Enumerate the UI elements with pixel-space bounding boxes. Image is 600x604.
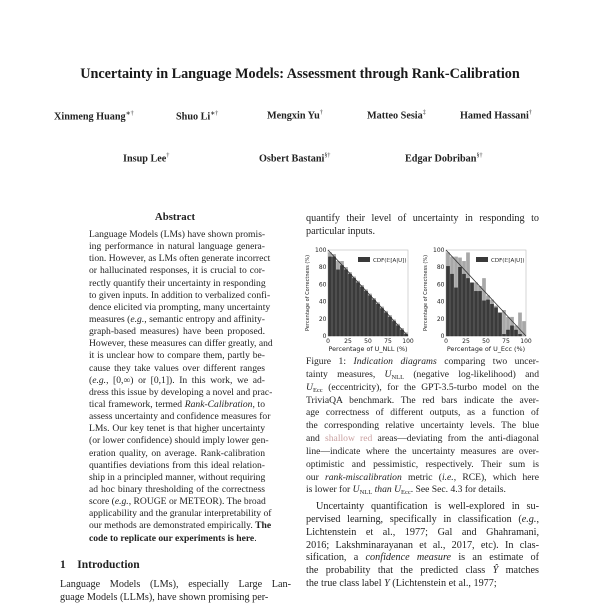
x-tick-label: 100 bbox=[520, 338, 532, 345]
author bbox=[460, 110, 532, 121]
text-line: tion. However, as LMs often generate incorrect bbox=[89, 253, 271, 265]
text-segment: e.g. bbox=[521, 513, 537, 525]
y-tick-label: 100 bbox=[433, 247, 445, 254]
bar-correctness bbox=[384, 313, 387, 336]
text-line: dence elicited via prompting, many uncertainty bbox=[89, 301, 271, 313]
bar-correctness bbox=[466, 278, 469, 336]
bar-correctness bbox=[486, 300, 489, 336]
bar-correctness bbox=[352, 278, 355, 336]
text-line: dress this issue by developing a novel and prac- bbox=[89, 386, 273, 398]
text-line: assess uncertainty and confidence measures for bbox=[89, 411, 271, 423]
text-segment: sification, a bbox=[306, 552, 366, 564]
text-line: line—indicate where the uncertainty measures are over- bbox=[306, 445, 539, 457]
x-axis-label: Percentage of U_NLL (%) bbox=[328, 345, 408, 353]
y-tick-label: 80 bbox=[318, 264, 327, 272]
text-line: ship in a principled manner, without requiring bbox=[89, 471, 266, 483]
x-tick-label: 50 bbox=[364, 338, 372, 345]
bar-correctness bbox=[470, 283, 473, 336]
text-line bbox=[306, 382, 539, 395]
legend-label: CDF(𝔼[A|U]) bbox=[491, 258, 525, 264]
text-segment: Y bbox=[384, 578, 390, 590]
bar-correctness bbox=[494, 308, 497, 336]
bar-correctness bbox=[446, 266, 449, 336]
text-segment: , [0,∞) or [0,1]). In this work, we ad- bbox=[106, 374, 265, 386]
text-line: TriviaQA benchmark. The red bars indicate the aver- bbox=[306, 394, 539, 406]
text-line: eration quality, on average. Rank-calibration bbox=[89, 447, 265, 459]
affiliation-mark: ‡ bbox=[422, 110, 426, 116]
author-name: Hamed Hassani bbox=[460, 110, 529, 122]
text-line bbox=[306, 433, 539, 446]
text-segment: Indication diagrams bbox=[353, 356, 437, 367]
author bbox=[123, 153, 169, 164]
bar-correctness bbox=[458, 267, 461, 336]
body-paragraph bbox=[306, 500, 539, 590]
bar-correctness bbox=[392, 321, 395, 336]
text-segment: the true class label bbox=[306, 578, 385, 590]
y-tick-label: 60 bbox=[318, 281, 327, 289]
text-segment: score ( bbox=[89, 496, 115, 508]
text-line: (or lower confidence) should imply lower gen- bbox=[89, 435, 269, 447]
text-segment: . bbox=[254, 532, 257, 544]
bar-correctness bbox=[506, 330, 509, 336]
text-segment: areas—deviating from the anti-diagonal bbox=[372, 433, 539, 445]
bar-correctness bbox=[510, 326, 513, 336]
affiliation-mark: ∗† bbox=[210, 111, 219, 117]
text-line bbox=[306, 356, 539, 369]
text-segment: rank-miscalibration bbox=[325, 471, 402, 483]
text-segment: (Lichtenstein et al., 1977; bbox=[389, 578, 497, 590]
author bbox=[367, 110, 426, 121]
text-segment: , RCE), which here bbox=[453, 471, 539, 483]
bar-correctness bbox=[454, 288, 457, 336]
text-line: Lichtenstein et al., 1977; Gal and Ghahramani, bbox=[306, 526, 539, 538]
text-segment: and bbox=[306, 433, 326, 445]
text-line: it is unclear how to compare them, partly be- bbox=[89, 350, 265, 362]
text-segment: e.g. bbox=[92, 374, 107, 386]
text-line: quantify their level of uncertainty in responding to bbox=[306, 213, 539, 224]
bar-correctness bbox=[360, 287, 363, 336]
text-segment: Ecc bbox=[312, 386, 323, 394]
text-line: guage Models (LLMs), have shown promising per- bbox=[60, 591, 269, 603]
bar-correctness bbox=[372, 300, 375, 336]
text-line: applicability and the granular interpretability of bbox=[89, 508, 272, 520]
author-name: Shuo Li bbox=[176, 111, 211, 123]
text-line: Language Models (LMs), especially Large Lan- bbox=[60, 579, 291, 590]
text-segment: our methods are demonstrated empirically. bbox=[89, 520, 256, 532]
indication-diagram-nll bbox=[305, 247, 414, 353]
x-tick-label: 0 bbox=[326, 338, 330, 345]
text-line bbox=[306, 472, 539, 485]
figure-caption bbox=[306, 356, 539, 497]
x-tick-label: 75 bbox=[502, 338, 510, 345]
y-axis-label: Percentage of Correctness (%) bbox=[423, 254, 429, 332]
author-name: Mengxin Yu bbox=[267, 110, 320, 122]
bar-correctness bbox=[490, 304, 493, 336]
text-segment: Ecc bbox=[401, 489, 411, 497]
legend-swatch bbox=[476, 257, 488, 262]
text-line bbox=[306, 577, 539, 590]
bar-correctness bbox=[388, 317, 391, 336]
text-line bbox=[306, 564, 539, 577]
bar-correctness bbox=[518, 334, 521, 336]
text-segment: , semantic entropy and affinity- bbox=[144, 313, 265, 325]
bar-correctness bbox=[328, 257, 331, 336]
bar-correctness bbox=[482, 301, 485, 336]
bar-reference bbox=[518, 313, 521, 336]
bar-correctness bbox=[356, 283, 359, 336]
text-segment: , bbox=[536, 513, 539, 525]
affiliation-mark: † bbox=[319, 110, 323, 116]
text-segment: measures ( bbox=[89, 313, 131, 325]
bar-correctness bbox=[502, 334, 505, 336]
text-segment: tical framework, termed bbox=[89, 398, 185, 410]
x-tick-label: 25 bbox=[344, 338, 352, 345]
author bbox=[405, 153, 482, 164]
text-line: optimistic and pessimistic, respectively. Their sum is bbox=[306, 458, 539, 470]
text-segment: Figure 1: bbox=[306, 356, 354, 367]
affiliation-mark: † bbox=[528, 110, 532, 116]
text-line: LMs. Our key tenet is that higher uncertainty bbox=[89, 423, 265, 435]
author-name: Xinmeng Huang bbox=[54, 111, 126, 123]
text-segment: , ROUGE or METEOR). The broad bbox=[128, 496, 266, 508]
x-tick-label: 25 bbox=[462, 338, 470, 345]
paper-title: Uncertainty in Language Models: Assessment through Rank-Calibration bbox=[80, 66, 520, 82]
text-line: However, these measures can differ greatly, and bbox=[89, 338, 273, 350]
text-segment: U bbox=[384, 368, 392, 380]
text-line: age correctness of different outputs, as a function of bbox=[306, 407, 539, 419]
author bbox=[259, 153, 330, 164]
author-name: Matteo Sesia bbox=[367, 110, 423, 122]
text-segment: e.g. bbox=[114, 496, 129, 508]
text-line: graph-based measures) have been proposed. bbox=[89, 326, 265, 338]
text-line: to given inputs. In addition to verbalized confi- bbox=[89, 289, 271, 301]
text-line bbox=[306, 369, 539, 382]
y-axis-label: Percentage of Correctness (%) bbox=[305, 254, 311, 332]
text-segment: NLL bbox=[359, 489, 373, 497]
text-segment: metric ( bbox=[401, 471, 442, 483]
bar-correctness bbox=[344, 270, 347, 336]
text-line bbox=[306, 484, 539, 497]
text-line: Language Models (LMs) have shown promis- bbox=[89, 229, 266, 240]
y-tick-label: 100 bbox=[315, 247, 327, 254]
bar-correctness bbox=[462, 274, 465, 336]
abstract-text bbox=[89, 229, 273, 545]
y-tick-label: 60 bbox=[436, 281, 445, 289]
text-segment: Ŷ bbox=[492, 565, 499, 577]
text-segment: e.g. bbox=[130, 313, 145, 325]
author bbox=[267, 110, 323, 121]
text-segment: comparing two uncer- bbox=[436, 356, 539, 367]
bar-correctness bbox=[336, 270, 339, 336]
bar-correctness bbox=[450, 274, 453, 336]
text-segment: code to replicate our experiments is here bbox=[89, 532, 255, 544]
text-segment: our bbox=[306, 471, 326, 483]
bar-correctness bbox=[376, 304, 379, 336]
text-segment: . See Sec. 4.3 for details. bbox=[410, 484, 506, 496]
text-line bbox=[306, 551, 539, 564]
bar-correctness bbox=[368, 296, 371, 336]
text-segment: shallow red bbox=[325, 433, 373, 445]
bar-correctness bbox=[514, 330, 517, 336]
text-segment: matches bbox=[498, 565, 539, 577]
text-line bbox=[89, 496, 265, 508]
author-name: Insup Lee bbox=[123, 153, 167, 165]
text-line: ad hoc binary thresholding of the correctness bbox=[89, 483, 265, 495]
text-line bbox=[89, 399, 265, 411]
text-line: ing performance in natural language genera- bbox=[89, 241, 265, 253]
text-line bbox=[89, 375, 265, 387]
text-segment: , to bbox=[252, 398, 266, 410]
text-line: or hallucinated responses, it is crucial to cor- bbox=[89, 265, 265, 277]
text-line bbox=[89, 314, 265, 326]
text-line: Uncertainty quantification is well-explored in su- bbox=[316, 501, 539, 512]
text-segment: U bbox=[306, 381, 313, 393]
abstract-heading: Abstract bbox=[154, 211, 196, 223]
text-segment: is lower for bbox=[306, 484, 353, 496]
author-name: Edgar Dobriban bbox=[405, 153, 477, 165]
text-line: quantifies deviations from this ideal relation- bbox=[89, 459, 265, 471]
bar-correctness bbox=[340, 265, 343, 336]
y-tick-label: 40 bbox=[318, 298, 327, 306]
text-segment: U bbox=[352, 484, 360, 496]
author bbox=[176, 110, 218, 122]
y-tick-label: 0 bbox=[322, 333, 327, 340]
text-segment: NLL bbox=[391, 373, 405, 381]
bar-correctness bbox=[396, 326, 399, 336]
text-line: cause they take values over different ranges bbox=[89, 362, 265, 374]
section-number: 1 bbox=[60, 559, 66, 571]
affiliation-mark: §† bbox=[476, 153, 483, 159]
author bbox=[54, 110, 134, 122]
text-segment: pervised learning, specifically in classification ( bbox=[306, 513, 522, 525]
text-line: 2016; Lakshminarayanan et al., 2017, etc). In clas- bbox=[306, 539, 539, 551]
figure-1 bbox=[300, 243, 550, 355]
text-line: the corresponding relative uncertainty levels. The blue bbox=[306, 420, 539, 432]
text-line: particular inputs. bbox=[306, 225, 376, 237]
y-tick-label: 0 bbox=[440, 333, 445, 340]
text-segment: the probability that the predicted class bbox=[306, 565, 493, 577]
author-name: Osbert Bastani bbox=[259, 153, 325, 165]
legend-swatch bbox=[358, 257, 370, 262]
text-segment: confidence measure bbox=[365, 552, 452, 564]
text-segment: i.e. bbox=[441, 471, 454, 483]
text-segment: The bbox=[255, 520, 272, 532]
bar-correctness bbox=[348, 274, 351, 336]
affiliation-mark: † bbox=[166, 153, 170, 159]
bar-correctness bbox=[498, 313, 501, 336]
text-line bbox=[306, 513, 539, 526]
text-segment: Rank-Calibration bbox=[184, 398, 253, 410]
text-segment: (negative log-likelihood) and bbox=[404, 368, 539, 380]
text-segment: is an estimate of bbox=[451, 552, 540, 564]
y-tick-label: 40 bbox=[436, 298, 445, 306]
indication-diagram-ecc bbox=[423, 247, 532, 353]
y-tick-label: 80 bbox=[436, 264, 445, 272]
legend-label: CDF(𝔼[A|U]) bbox=[373, 258, 407, 264]
section-heading bbox=[60, 559, 140, 571]
bar-correctness bbox=[474, 291, 477, 336]
affiliation-mark: §† bbox=[324, 153, 331, 159]
x-tick-label: 75 bbox=[384, 338, 392, 345]
text-line: rectly quantify their uncertainty in responding bbox=[89, 277, 266, 289]
text-segment: tainty measures, bbox=[306, 368, 385, 380]
text-segment: (eccentricity), for the GPT-3.5-turbo model on the bbox=[322, 381, 539, 393]
text-segment: than bbox=[372, 484, 395, 496]
text-segment: U bbox=[394, 484, 401, 496]
right-column-text bbox=[306, 212, 539, 238]
x-tick-label: 0 bbox=[444, 338, 448, 345]
x-tick-label: 100 bbox=[402, 338, 414, 345]
bar-correctness bbox=[478, 291, 481, 336]
x-axis-label: Percentage of U_Ecc (%) bbox=[446, 345, 526, 353]
bar-correctness bbox=[380, 308, 383, 336]
text-line bbox=[89, 520, 272, 532]
section-title: Introduction bbox=[77, 559, 140, 571]
affiliation-mark: ∗† bbox=[125, 111, 134, 117]
text-line bbox=[89, 533, 265, 545]
x-tick-label: 50 bbox=[482, 338, 490, 345]
bar-correctness bbox=[332, 257, 335, 336]
bar-correctness bbox=[364, 291, 367, 336]
y-tick-label: 20 bbox=[436, 315, 445, 323]
text-segment: ( bbox=[89, 374, 93, 386]
y-tick-label: 20 bbox=[318, 315, 327, 323]
